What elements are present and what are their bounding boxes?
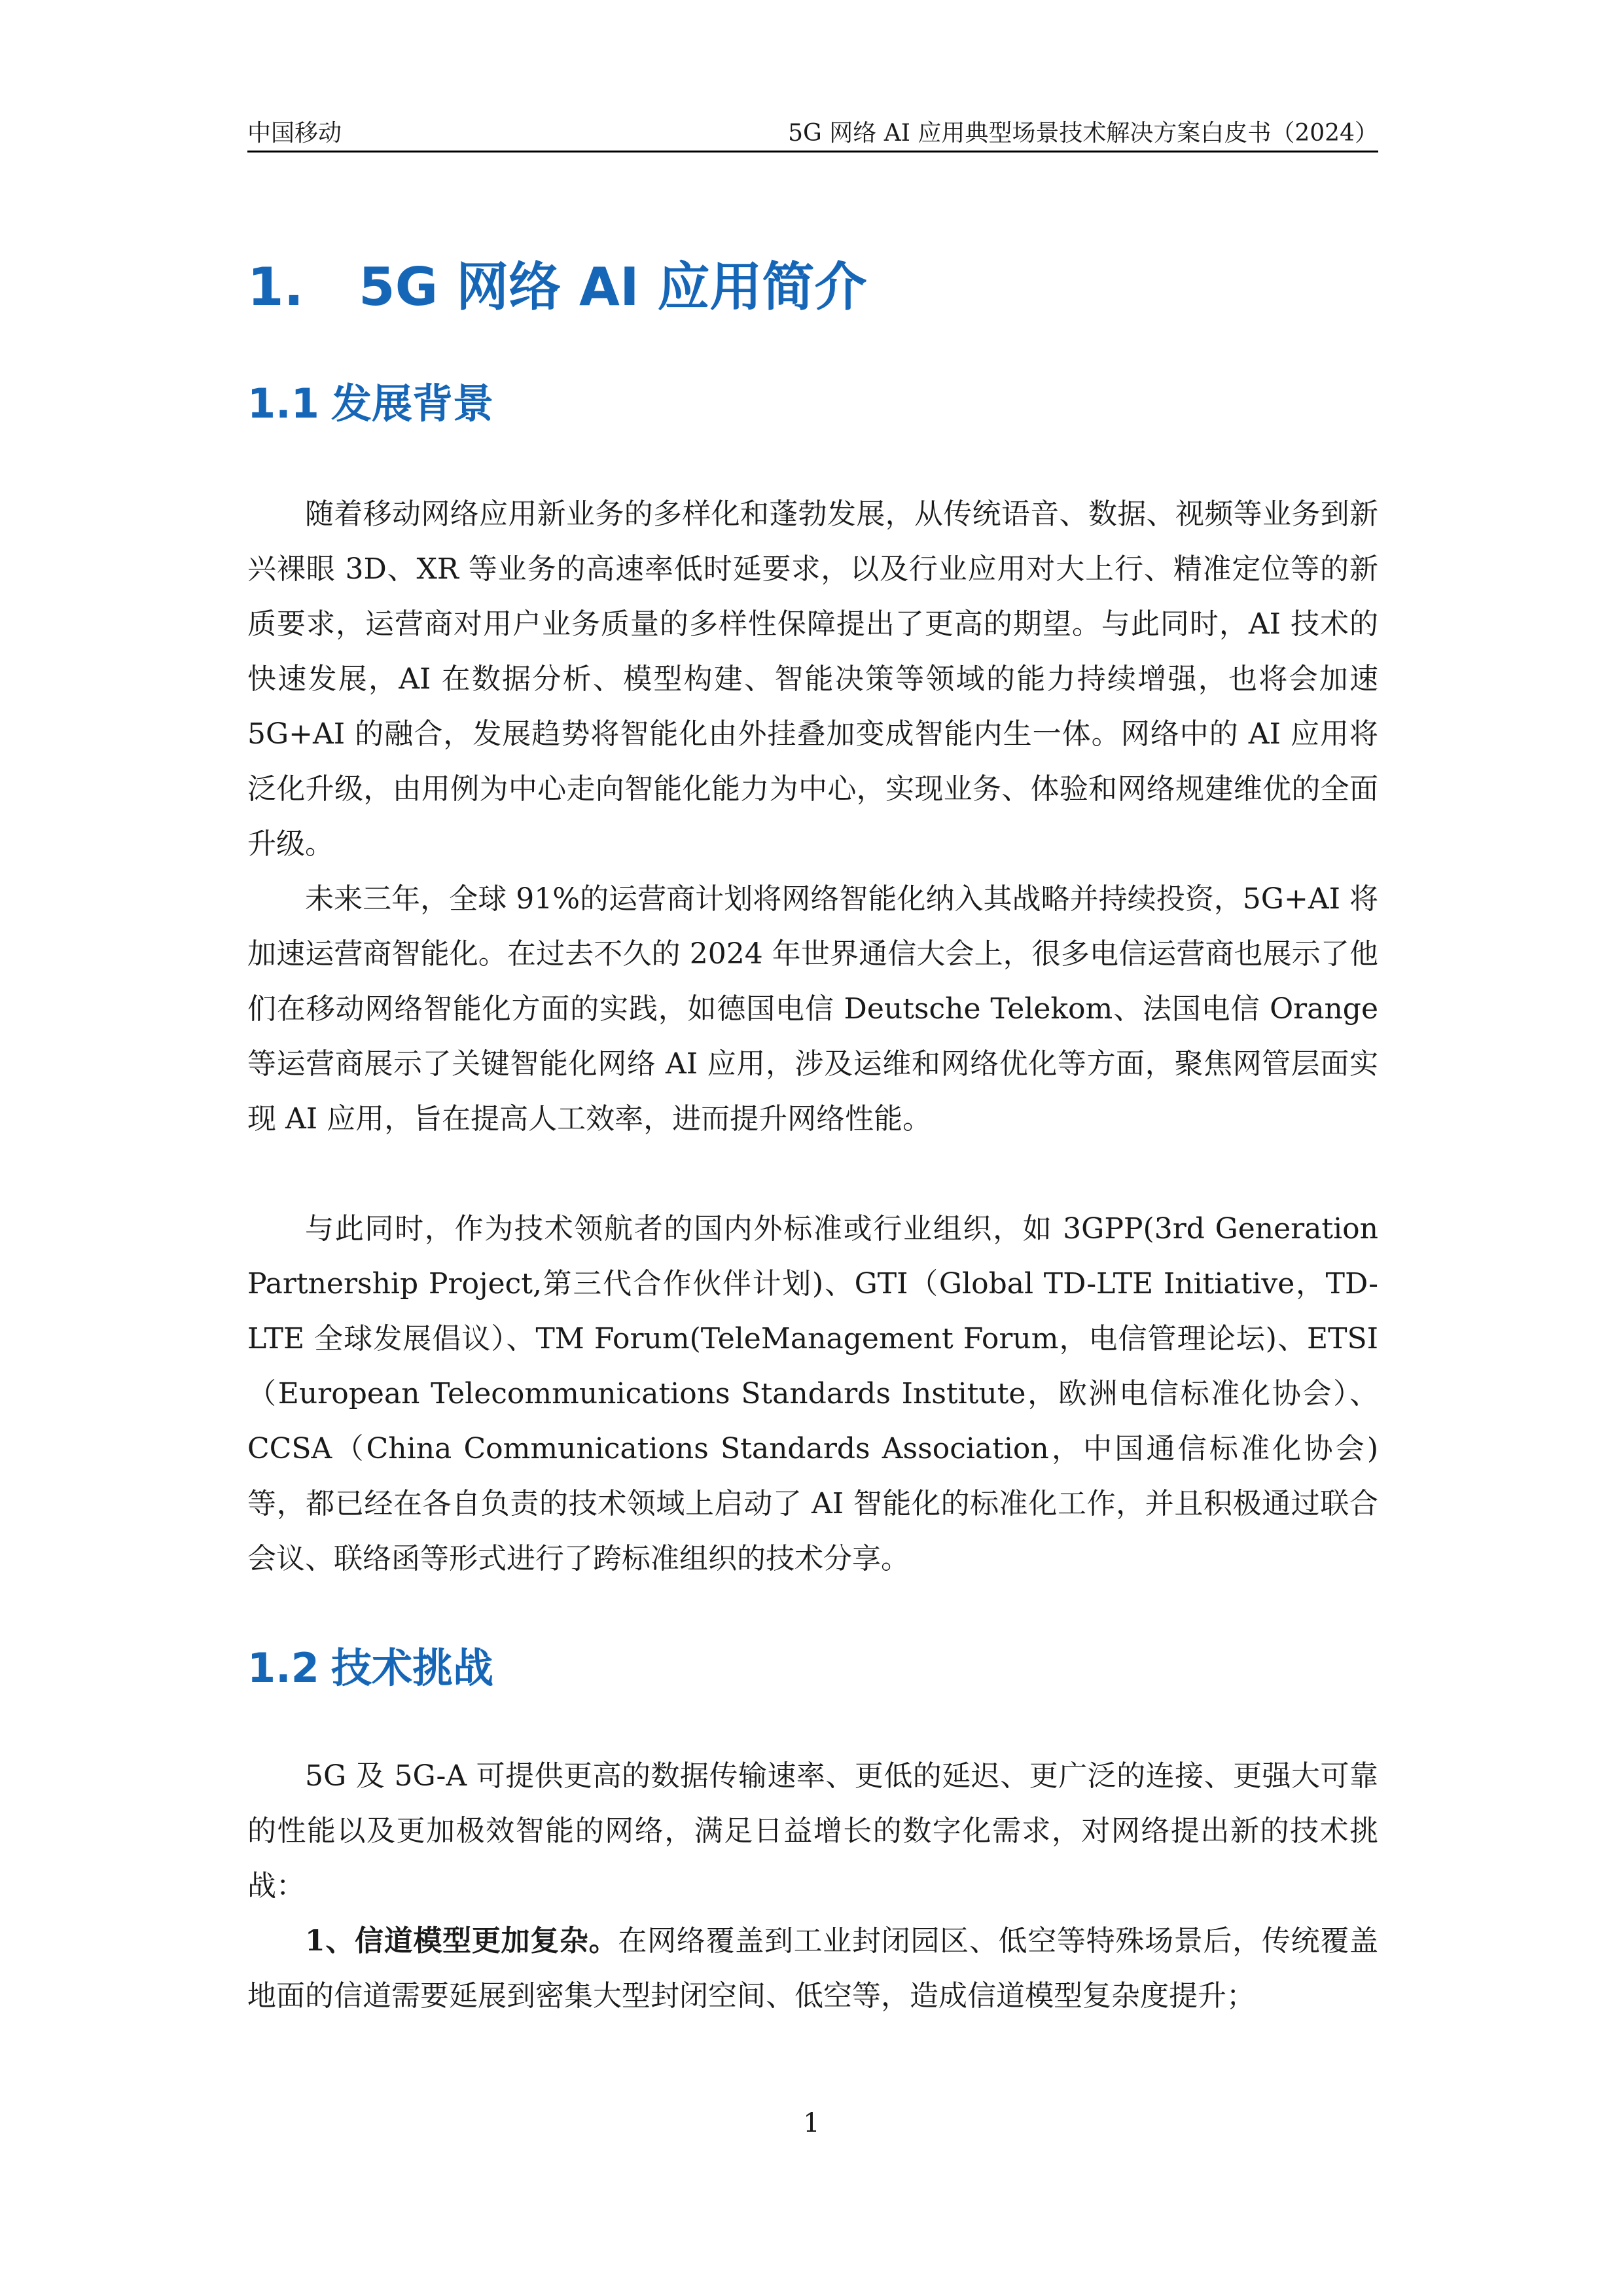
section-number: 1.1 [247,380,319,427]
header-organization: 中国移动 [247,120,342,147]
item-lead: 1、信道模型更加复杂。 [305,1924,618,1958]
body-paragraph: 未来三年，全球 91%的运营商计划将网络智能化纳入其战略并持续投资，5G+AI 将加速运营商智能化。在过去不久的 2024 年世界通信大会上，很多电信运营商也展示了他们在移动网络智能化方面的实践，如德国电信 Deutsche Telekom、法国电信 Orange 等运营商展示了关键智能化网络 AI 应用，涉及运维和网络优化等方面，聚焦网管层面实现 AI 应用，旨在提高人工效率，进而提升网络性能。 [247,882,1378,1136]
body-paragraph: 与此同时，作为技术领航者的国内外标准或行业组织，如 3GPP(3rd Generation Partnership Project,第三代合作伙伴计划)、GTI（Global TD-LTE Initiative，TD-LTE 全球发展倡议）、TM Forum(TeleManagement Forum，电信管理论坛)、ETSI（European Telecommunications Standards Institute，欧洲电信标准化协会）、CCSA（China Communications Standards Association，中国通信标准化协会)等，都已经在各自负责的技术领域上启动了 AI 智能化的标准化工作，并且积极通过联合会议、联络函等形式进行了跨标准组织的技术分享。 [247,1212,1378,1575]
page-number: 1 [803,2108,820,2138]
chapter-heading [247,251,867,323]
section-title: 发展背景 [331,380,494,427]
header-divider [247,151,1378,152]
chapter-title: 5G 网络 AI 应用简介 [359,257,867,317]
page-header [247,117,1378,151]
section-number: 1.2 [247,1644,319,1692]
body-paragraph: 5G 及 5G-A 可提供更高的数据传输速率、更低的延迟、更广泛的连接、更强大可靠的性能以及更加极效智能的网络，满足日益增长的数字化需求，对网络提出新的技术挑战： [247,1759,1378,1903]
chapter-number: 1. [247,257,304,317]
numbered-item [247,1914,1378,2024]
section-heading [247,1639,493,1698]
item-text: 在网络覆盖到工业封闭园区、低空等特殊场景后，传统覆盖地面的信道需要延展到密集大型封闭空间、低空等，造成信道模型复杂度提升； [247,1924,1378,2013]
section-title: 技术挑战 [331,1644,494,1692]
section-heading [247,374,493,433]
header-document-title: 5G 网络 AI 应用典型场景技术解决方案白皮书（2024） [788,120,1378,147]
body-paragraph: 随着移动网络应用新业务的多样化和蓬勃发展，从传统语音、数据、视频等业务到新兴裸眼 3D、XR 等业务的高速率低时延要求，以及行业应用对大上行、精准定位等的新质要求，运营商对用户业务质量的多样性保障提出了更高的期望。与此同时，AI 技术的快速发展，AI 在数据分析、模型构建、智能决策等领域的能力持续增强，也将会加速 5G+AI 的融合，发展趋势将智能化由外挂叠加变成智能内生一体。网络中的 AI 应用将泛化升级，由用例为中心走向智能化能力为中心，实现业务、体验和网络规建维优的全面升级。 [247,497,1378,861]
